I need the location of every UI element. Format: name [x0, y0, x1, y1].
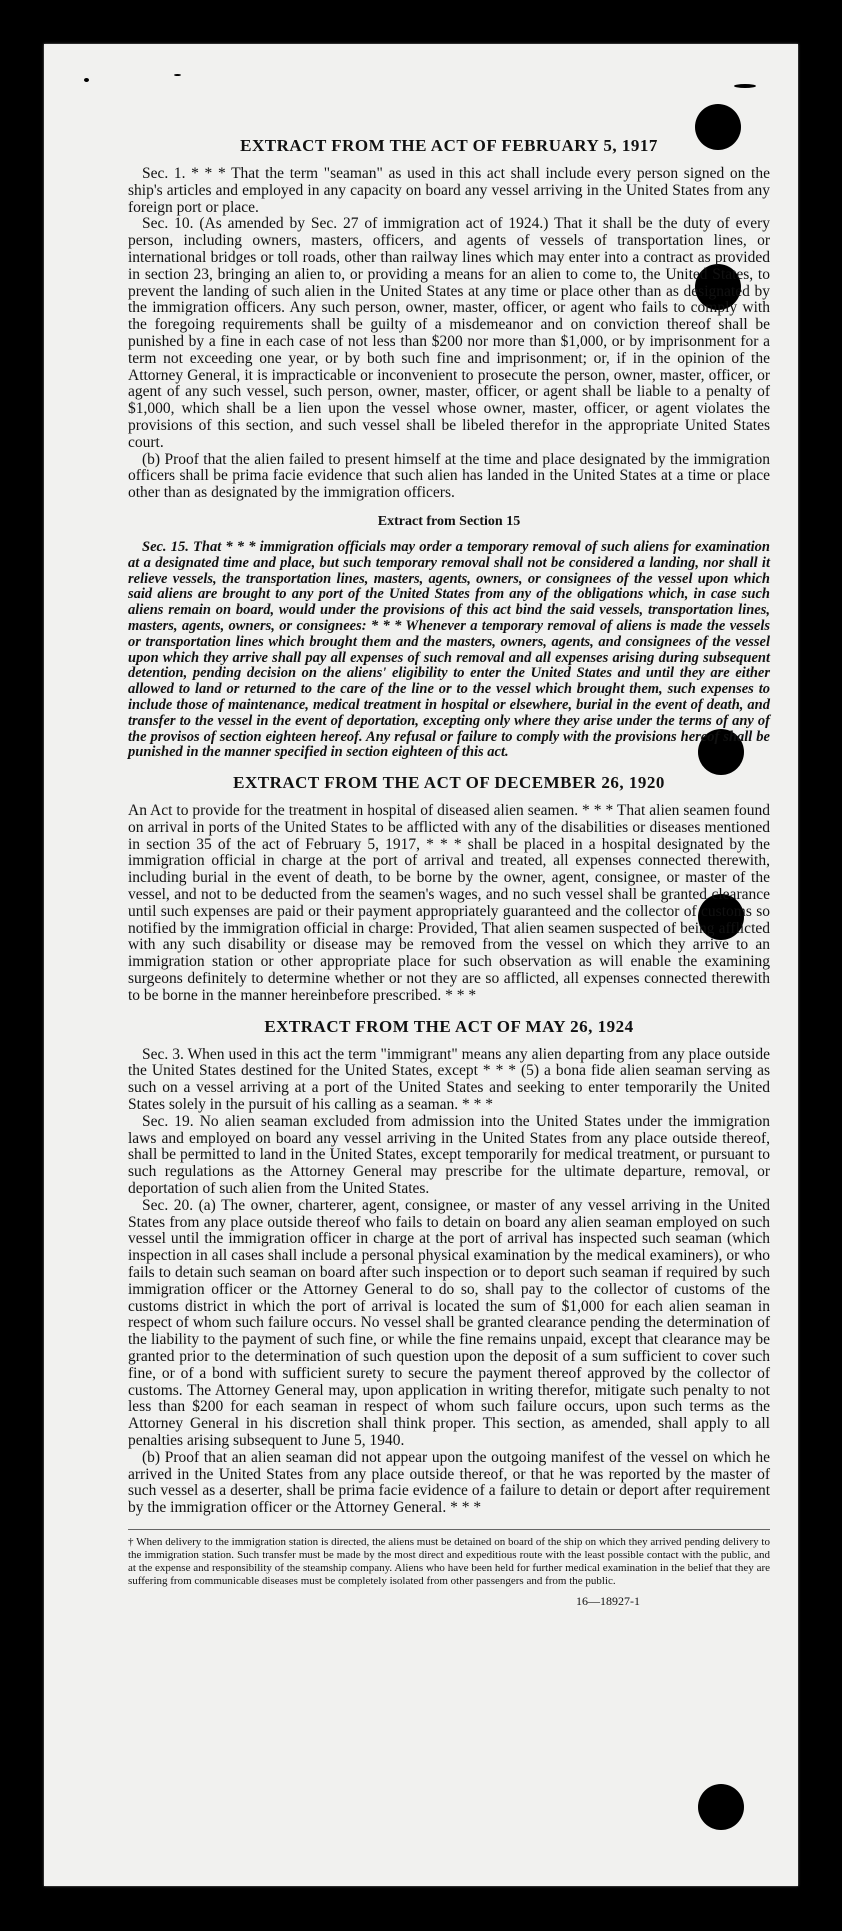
section-heading: EXTRACT FROM THE ACT OF DECEMBER 26, 1920	[233, 773, 665, 793]
paragraph: Sec. 19. No alien seaman excluded from admission into the United States under the immigration laws and employed on board any vessel arriving in the United States from any place outside thereof, shall be permitted to land in the United States, except temporarily for medical treatment, or pursuant to such regulations as the Attorney General may prescribe for the ultimate departure, removal, or deportation of such alien from the United States.	[128, 1112, 770, 1198]
section-act-1924	[128, 1017, 770, 1517]
document-page	[44, 44, 798, 1886]
section-subheading: Extract from Section 15	[377, 513, 521, 529]
paragraph: (b) Proof that the alien failed to present himself at the time and place designated by the immigration officers shall be prima facie evidence that such alien has landed in the United States at a time or place other than as designated by the immigration officers.	[128, 450, 770, 502]
footnote: † When delivery to the immigration station is directed, the aliens must be detained on board of the ship on which they arrived pending delivery to the immigration station. Such transfer must be made by the most direct and expeditious route with the least possible contact with the public, and at the expense and responsibility of the steamship company. Aliens who have been held for further medical examination in the belief that they are suffering from communicable diseases must be completely isolated from other passengers and from the public.	[128, 1535, 770, 1587]
scan-speck	[174, 74, 181, 76]
paragraph: (b) Proof that an alien seaman did not appear upon the outgoing manifest of the vessel on which he arrived in the United States from any place outside thereof, or that he was reported by the master of such vessel as a deserter, shall be prima facie evidence of a failure to detain or deport after requirement by the immigration officer or the Attorney General. * * *	[128, 1448, 770, 1517]
section-15	[128, 514, 770, 761]
paragraph: Sec. 1. * * * That the term "seaman" as used in this act shall include every person signed on the ship's articles and employed in any capacity on board any vessel arriving in the United States from any foreign port or place.	[128, 165, 770, 216]
punch-hole	[698, 1784, 744, 1830]
section-act-1920	[128, 773, 770, 1005]
document-body	[128, 136, 770, 1609]
section-act-1917	[128, 136, 770, 502]
footnote-divider	[128, 1529, 770, 1530]
section-heading: EXTRACT FROM THE ACT OF MAY 26, 1924	[264, 1016, 634, 1036]
paragraph: Sec. 10. (As amended by Sec. 27 of immigration act of 1924.) That it shall be the duty of every person, including owners, masters, officers, and agents of vessels of transportation lines, or international bridges or toll roads, other than railway lines which may enter into a contract as provided in section 23, bringing an alien to, or providing a means for an alien to come to, the United States, to prevent the landing of such alien in the United States at any time or place other than as designated by the immigration officers. Any such person, owner, master, officer, or agent who fails to comply with the foregoing requirements shall be guilty of a misdemeanor and on conviction thereof shall be punished by a fine in each case of not less than $200 nor more than $1,000, or by imprisonment for a term not exceeding one year, or by both such fine and imprisonment; or, if in the opinion of the Attorney General, it is impracticable or inconvenient to prosecute the person, owner, master, officer, or agent of any such vessel, such person, owner, master, officer, or agent shall be liable to a penalty of $1,000, which shall be a lien upon the vessel whose owner, master, officer, or agent violates the provisions of this section, and such vessel shall be libeled therefor in the appropriate United States court.	[128, 215, 770, 451]
scan-speck	[84, 78, 89, 82]
form-code: 16—18927-1	[576, 1593, 640, 1608]
paragraph: Sec. 20. (a) The owner, charterer, agent, consignee, or master of any vessel arriving in the United States from any place outside thereof who fails to detain on board any alien seaman employed on such vessel until the immigration officer in charge at the port of arrival has inspected such seaman (which inspection in all cases shall include a personal physical examination by the medical examiners), or who fails to detain such seaman on board after such inspection or to deport such seaman if required by such immigration officer or the Attorney General to do so, shall pay to the collector of customs of the customs district in which the port of arrival is located the sum of $1,000 for each alien seaman in respect of whom such failure occurs. No vessel shall be granted clearance pending the determination of the liability to the payment of such fine, or while the fine remains unpaid, except that clearance may be granted prior to the determination of such question upon the deposit of a sum sufficient to cover such fine, or of a bond with sufficient surety to secure the payment thereof approved by the collector of customs. The Attorney General may, upon application in writing therefor, mitigate such penalty to not less than $200 for each seaman in respect of whom such failure occurs, upon such terms as the Attorney General in his discretion shall think proper. This section, as amended, shall apply to all penalties arising subsequent to June 5, 1940.	[128, 1196, 770, 1449]
scan-speck	[734, 84, 756, 88]
paragraph: Sec. 3. When used in this act the term "immigrant" means any alien departing from any place outside the United States destined for the United States, except * * * (5) a bona fide alien seaman serving as such on a vessel arriving at a port of the United States and seeking to enter temporarily the United States solely in the pursuit of his calling as a seaman. * * *	[128, 1045, 770, 1114]
paragraph: Sec. 15. That * * * immigration officials may order a temporary removal of such aliens for examination at a designated time and place, but such temporary removal shall not be considered a landing, nor shall it relieve vessels, the transportation lines, masters, agents, owners, or consignees of the vessel upon which said aliens are brought to any port of the United States from any of the obligations which, in case such aliens remain on board, would under the provisions of this act bind the said vessels, transportation lines, masters, agents, owners, or consignees: * * * Whenever a temporary removal of aliens is made the vessels or transportation lines which brought them and the masters, owners, agents, and consignees of the vessel upon which they arrive shall pay all expenses of such removal and all expenses arising during subsequent detention, pending decision on the aliens' eligibility to enter the United States and until they are either allowed to land or returned to the care of the line or to the vessel which brought them, such expenses to include those of maintenance, medical treatment in hospital or elsewhere, burial in the event of death, and transfer to the vessel in the event of deportation, excepting only where they arise under the terms of any of the provisos of section eighteen hereof. Any refusal or failure to comply with the provisions hereof shall be punished in the manner specified in section eighteen of this act.	[128, 538, 770, 761]
paragraph: An Act to provide for the treatment in hospital of diseased alien seamen. * * * That alien seamen found on arrival in ports of the United States to be afflicted with any of the disabilities or diseases mentioned in section 35 of the act of February 5, 1917, * * * shall be placed in a hospital designated by the immigration official in charge at the port of arrival and treated, all expenses connected therewith, including burial in the event of death, to be borne by the owner, agent, consignee, or master of the vessel, and not to be deducted from the seamen's wages, and no such vessel shall be granted clearance until such expenses are paid or their payment appropriately guaranteed and the collector of customs so notified by the immigration official in charge: Provided, That alien seamen suspected of being afflicted with any such disability or disease may be removed from the vessel on which they arrive to an immigration station or other appropriate place for such observation as will enable the examining surgeons definitely to determine whether or not they are so afflicted, all expenses connected therewith to be borne in the manner hereinbefore prescribed. * * *	[128, 802, 770, 1004]
section-heading: EXTRACT FROM THE ACT OF FEBRUARY 5, 1917	[240, 136, 658, 155]
